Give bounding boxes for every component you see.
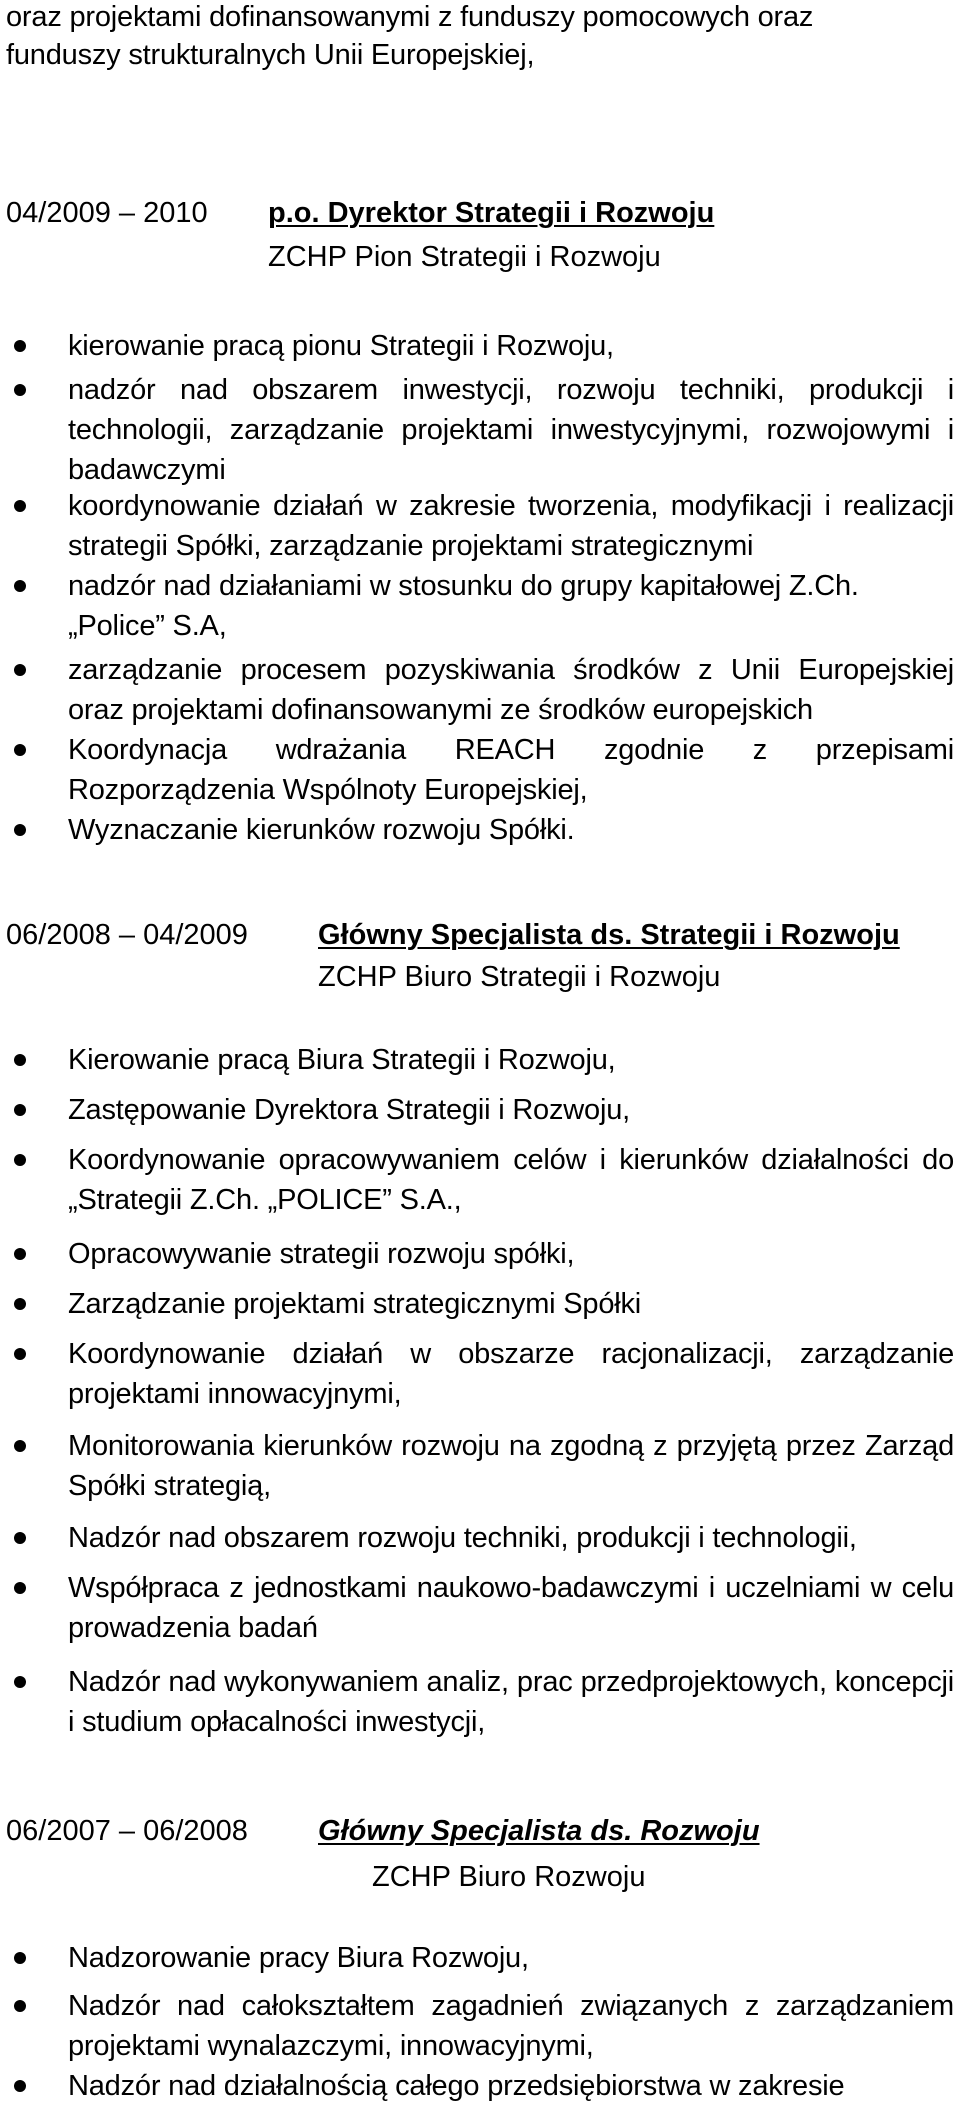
entry-3-organization: ZCHP Biuro Rozwoju xyxy=(372,1861,646,1893)
entry-1-item-2: nadzór nad obszarem inwestycji, rozwoju techniki, produkcji i technologii, zarządzanie projektami inwestycyjnymi, rozwojowymi i badawczymi xyxy=(68,374,954,486)
bullet-icon xyxy=(14,1054,26,1066)
entry-3-item-3: Nadzór nad działalnością całego przedsiębiorstwa w zakresie xyxy=(68,2070,845,2102)
entry-2-period: 06/2008 – 04/2009 xyxy=(6,919,248,951)
entry-3-item-1: Nadzorowanie pracy Biura Rozwoju, xyxy=(68,1942,529,1974)
intro-line-2: funduszy strukturalnych Unii Europejskiej, xyxy=(6,39,535,71)
entry-1-item-7: Wyznaczanie kierunków rozwoju Spółki. xyxy=(68,814,575,846)
bullet-icon xyxy=(14,1676,26,1688)
bullet-icon xyxy=(14,500,26,512)
entry-1-period: 04/2009 – 2010 xyxy=(6,197,208,229)
bullet-icon xyxy=(14,1440,26,1452)
entry-1-item-1: kierowanie pracą pionu Strategii i Rozwoju, xyxy=(68,330,614,362)
bullet-icon xyxy=(14,1348,26,1360)
entry-3-period: 06/2007 – 06/2008 xyxy=(6,1815,248,1847)
entry-1-item-3: koordynowanie działań w zakresie tworzenia, modyfikacji i realizacji strategii Spółki, zarządzanie projektami strategicznymi xyxy=(68,490,954,562)
entry-3-title: Główny Specjalista ds. Rozwoju xyxy=(318,1815,760,1847)
entry-1-title: p.o. Dyrektor Strategii i Rozwoju xyxy=(268,197,715,229)
bullet-icon xyxy=(14,744,26,756)
entry-2-item-10: Nadzór nad wykonywaniem analiz, prac przedprojektowych, koncepcji i studium opłacalności inwestycji, xyxy=(68,1666,954,1738)
bullet-icon xyxy=(14,824,26,836)
bullet-icon xyxy=(14,1532,26,1544)
entry-1-organization: ZCHP Pion Strategii i Rozwoju xyxy=(268,241,661,273)
bullet-icon xyxy=(14,1248,26,1260)
bullet-icon xyxy=(14,384,26,396)
entry-2-item-7: Monitorowania kierunków rozwoju na zgodną z przyjętą przez Zarząd Spółki strategią, xyxy=(68,1430,954,1502)
entry-1-item-6: Koordynacja wdrażania REACH zgodnie z przepisami Rozporządzenia Wspólnoty Europejskiej, xyxy=(68,734,954,806)
bullet-icon xyxy=(14,2000,26,2012)
entry-2-item-2: Zastępowanie Dyrektora Strategii i Rozwoju, xyxy=(68,1094,630,1126)
entry-2-title: Główny Specjalista ds. Strategii i Rozwoju xyxy=(318,919,900,951)
entry-3-item-2: Nadzór nad całokształtem zagadnień związanych z zarządzaniem projektami wynalazczymi, innowacyjnymi, xyxy=(68,1990,954,2062)
entry-1-item-5: zarządzanie procesem pozyskiwania środków z Unii Europejskiej oraz projektami dofinansowanymi ze środków europejskich xyxy=(68,654,954,726)
entry-2-item-6: Koordynowanie działań w obszarze racjonalizacji, zarządzanie projektami innowacyjnymi, xyxy=(68,1338,954,1410)
entry-2-item-3: Koordynowanie opracowywaniem celów i kierunków działalności do „Strategii Z.Ch. „POLICE” S.A., xyxy=(68,1144,954,1216)
bullet-icon xyxy=(14,1952,26,1964)
bullet-icon xyxy=(14,580,26,592)
bullet-icon xyxy=(14,2080,26,2092)
entry-2-item-5: Zarządzanie projektami strategicznymi Spółki xyxy=(68,1288,642,1320)
entry-2-organization: ZCHP Biuro Strategii i Rozwoju xyxy=(318,961,721,993)
entry-2-item-4: Opracowywanie strategii rozwoju spółki, xyxy=(68,1238,575,1270)
bullet-icon xyxy=(14,1298,26,1310)
bullet-icon xyxy=(14,340,26,352)
intro-line-1: oraz projektami dofinansowanymi z funduszy pomocowych oraz xyxy=(6,1,814,33)
bullet-icon xyxy=(14,1104,26,1116)
entry-2-item-1: Kierowanie pracą Biura Strategii i Rozwoju, xyxy=(68,1044,616,1076)
bullet-icon xyxy=(14,1154,26,1166)
entry-2-item-8: Nadzór nad obszarem rozwoju techniki, produkcji i technologii, xyxy=(68,1522,857,1554)
bullet-icon xyxy=(14,1582,26,1594)
entry-1-item-4: nadzór nad działaniami w stosunku do grupy kapitałowej Z.Ch. „Police” S.A, xyxy=(68,570,859,642)
entry-2-item-9: Współpraca z jednostkami naukowo-badawczymi i uczelniami w celu prowadzenia badań xyxy=(68,1572,954,1644)
bullet-icon xyxy=(14,664,26,676)
